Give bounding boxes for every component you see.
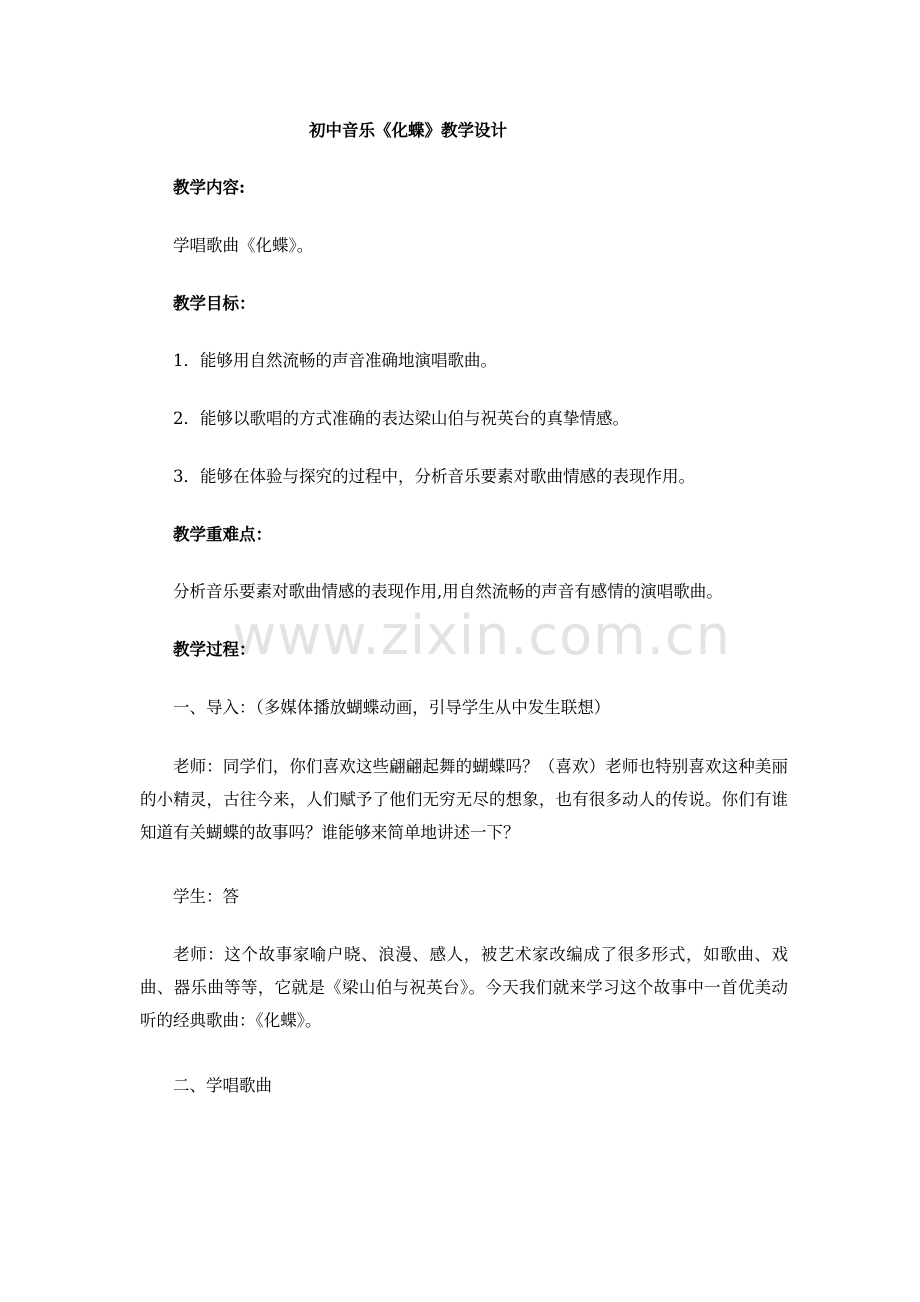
teacher-paragraph-2: 老师：这个故事家喻户晓、浪漫、感人，被艺术家改编成了很多形式，如歌曲、戏曲、器乐曲等等，它就是《梁山伯与祝英台》。今天我们就来学习这个故事中一首优美动听的经典歌曲：《化蝶》。 bbox=[140, 945, 788, 1030]
goal-item-3: 3．能够在体验与探究的过程中，分析音乐要素对歌曲情感的表现作用。 bbox=[173, 467, 695, 486]
process-heading: 教学过程： bbox=[173, 640, 256, 659]
key-points-heading: 教学重难点： bbox=[173, 525, 272, 544]
step-intro: 一、导入：（多媒体播放蝴蝶动画，引导学生从中发生联想） bbox=[173, 698, 611, 717]
goals-heading: 教学目标： bbox=[173, 294, 256, 313]
goal-item-2: 2．能够以歌唱的方式准确的表达梁山伯与祝英台的真挚情感。 bbox=[173, 409, 629, 428]
content-heading: 教学内容: bbox=[173, 178, 246, 197]
student-answer: 学生：答 bbox=[173, 887, 239, 906]
content-text: 学唱歌曲《化蝶》。 bbox=[173, 236, 314, 255]
watermark-text: www.zixin.com.cn bbox=[232, 604, 731, 667]
teacher-paragraph-1: 老师：同学们，你们喜欢这些翩翩起舞的蝴蝶吗？（喜欢）老师也特别喜欢这种美丽的小精灵，古往今来，人们赋予了他们无穷无尽的想象，也有很多动人的传说。你们有谁知道有关蝴蝶的故事吗？谁能够来简单地讲述一下？ bbox=[140, 757, 788, 842]
step-learn-song: 二、学唱歌曲 bbox=[173, 1076, 272, 1095]
goal-item-1: 1．能够用自然流畅的声音准确地演唱歌曲。 bbox=[173, 351, 497, 370]
key-points-text: 分析音乐要素对歌曲情感的表现作用,用自然流畅的声音有感情的演唱歌曲。 bbox=[173, 582, 723, 601]
document-title: 初中音乐《化蝶》教学设计 bbox=[309, 121, 507, 140]
